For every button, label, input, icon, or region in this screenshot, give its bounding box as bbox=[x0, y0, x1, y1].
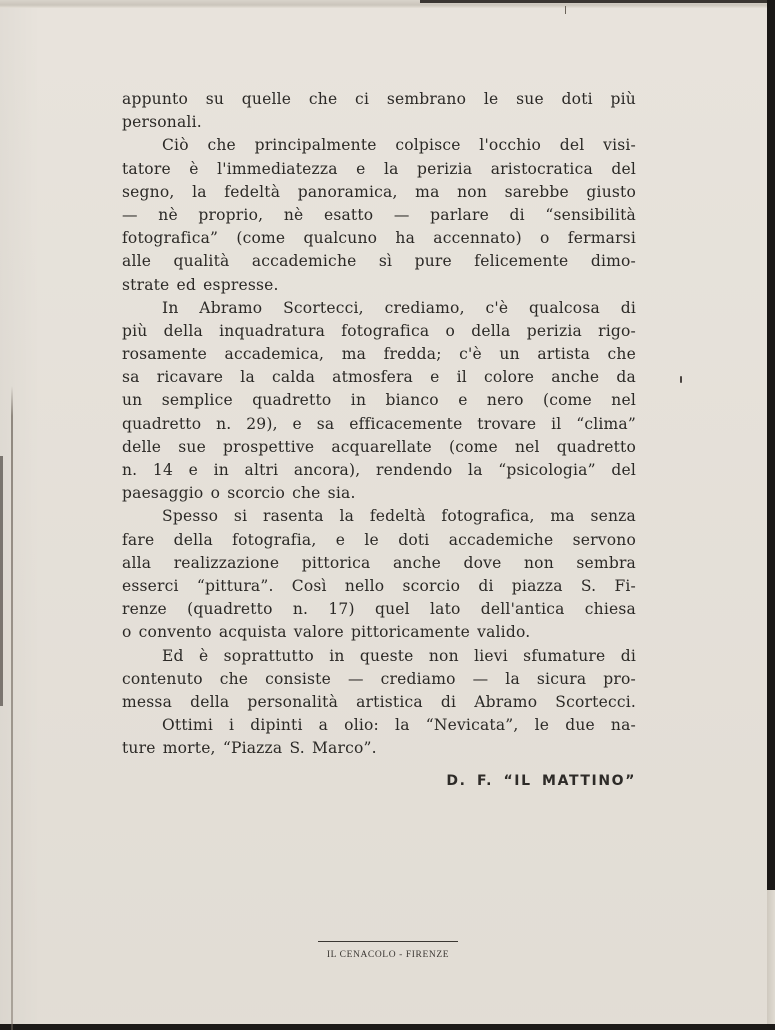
text-line: In Abramo Scortecci, crediamo, c'è qualcosa di bbox=[162, 298, 636, 317]
text-line: segno, la fedeltà panoramica, ma non sarebbe giusto bbox=[122, 182, 636, 201]
text-line: o convento acquista valore pittoricamente valido. bbox=[122, 623, 531, 642]
text-line: un semplice quadretto in bianco e nero (come nel bbox=[122, 391, 636, 410]
page-right-edge-bottom bbox=[767, 890, 775, 1024]
footer-divider bbox=[318, 941, 458, 942]
publisher-footer: IL CENACOLO - FIRENZE bbox=[326, 950, 450, 960]
text-line: Ottimi i dipinti a olio: la “Nevicata”, le due na- bbox=[162, 716, 636, 735]
page-fold-line bbox=[11, 386, 13, 1030]
text-line: alla realizzazione pittorica anche dove non sembra bbox=[122, 553, 636, 572]
text-line: rosamente accademica, ma fredda; c'è un artista che bbox=[122, 345, 636, 364]
text-line: fotografica” (come qualcuno ha accennato) o fermarsi bbox=[122, 229, 636, 248]
text-line: sa ricavare la calda atmosfera e il colore anche da bbox=[122, 368, 636, 387]
paper-speck bbox=[565, 6, 566, 14]
text-line: alle qualità accademiche sì pure felicemente dimo- bbox=[122, 252, 636, 271]
text-line: esserci “pittura”. Così nello scorcio di piazza S. Fi- bbox=[122, 576, 636, 595]
text-line: Ed è soprattutto in queste non lievi sfumature di bbox=[162, 646, 636, 665]
text-line: n. 14 e in altri ancora), rendendo la “psicologia” del bbox=[122, 461, 636, 479]
text-line: contenuto che consiste — crediamo — la sicura pro- bbox=[122, 669, 636, 688]
text-line: — nè proprio, nè esatto — parlare di “sensibilità bbox=[122, 205, 636, 224]
text-line: appunto su quelle che ci sembrano le sue doti più bbox=[122, 90, 636, 108]
text-line: paesaggio o scorcio che sia. bbox=[122, 484, 356, 503]
text-line: Ciò che principalmente colpisce l'occhio del visi- bbox=[162, 136, 636, 155]
text-line: delle sue prospettive acquarellate (come nel quadretto bbox=[122, 437, 636, 456]
text-line: ture morte, “Piazza S. Marco”. bbox=[122, 739, 377, 758]
text-line: strate ed espresse. bbox=[122, 275, 279, 294]
page-right-edge bbox=[767, 0, 775, 1024]
article-signature: D. F. “IL MATTINO” bbox=[446, 773, 636, 789]
page-top-edge bbox=[0, 0, 775, 8]
text-line: renze (quadretto n. 17) quel lato dell'antica chiesa bbox=[122, 600, 636, 619]
page-edge-shadow bbox=[0, 456, 3, 706]
text-line: tatore è l'immediatezza e la perizia aristocratica del bbox=[122, 159, 636, 178]
text-line: messa della personalità artistica di Abramo Scortecci. bbox=[122, 692, 636, 711]
paper-speck bbox=[680, 376, 682, 383]
text-line: più della inquadratura fotografica o della perizia rigo- bbox=[122, 321, 636, 340]
text-line: fare della fotografia, e le doti accademiche servono bbox=[122, 530, 636, 549]
text-line: quadretto n. 29), e sa efficacemente trovare il “clima” bbox=[122, 414, 636, 433]
text-line: personali. bbox=[122, 113, 202, 132]
text-line: Spesso si rasenta la fedeltà fotografica, ma senza bbox=[162, 507, 636, 526]
article-body bbox=[122, 88, 636, 760]
